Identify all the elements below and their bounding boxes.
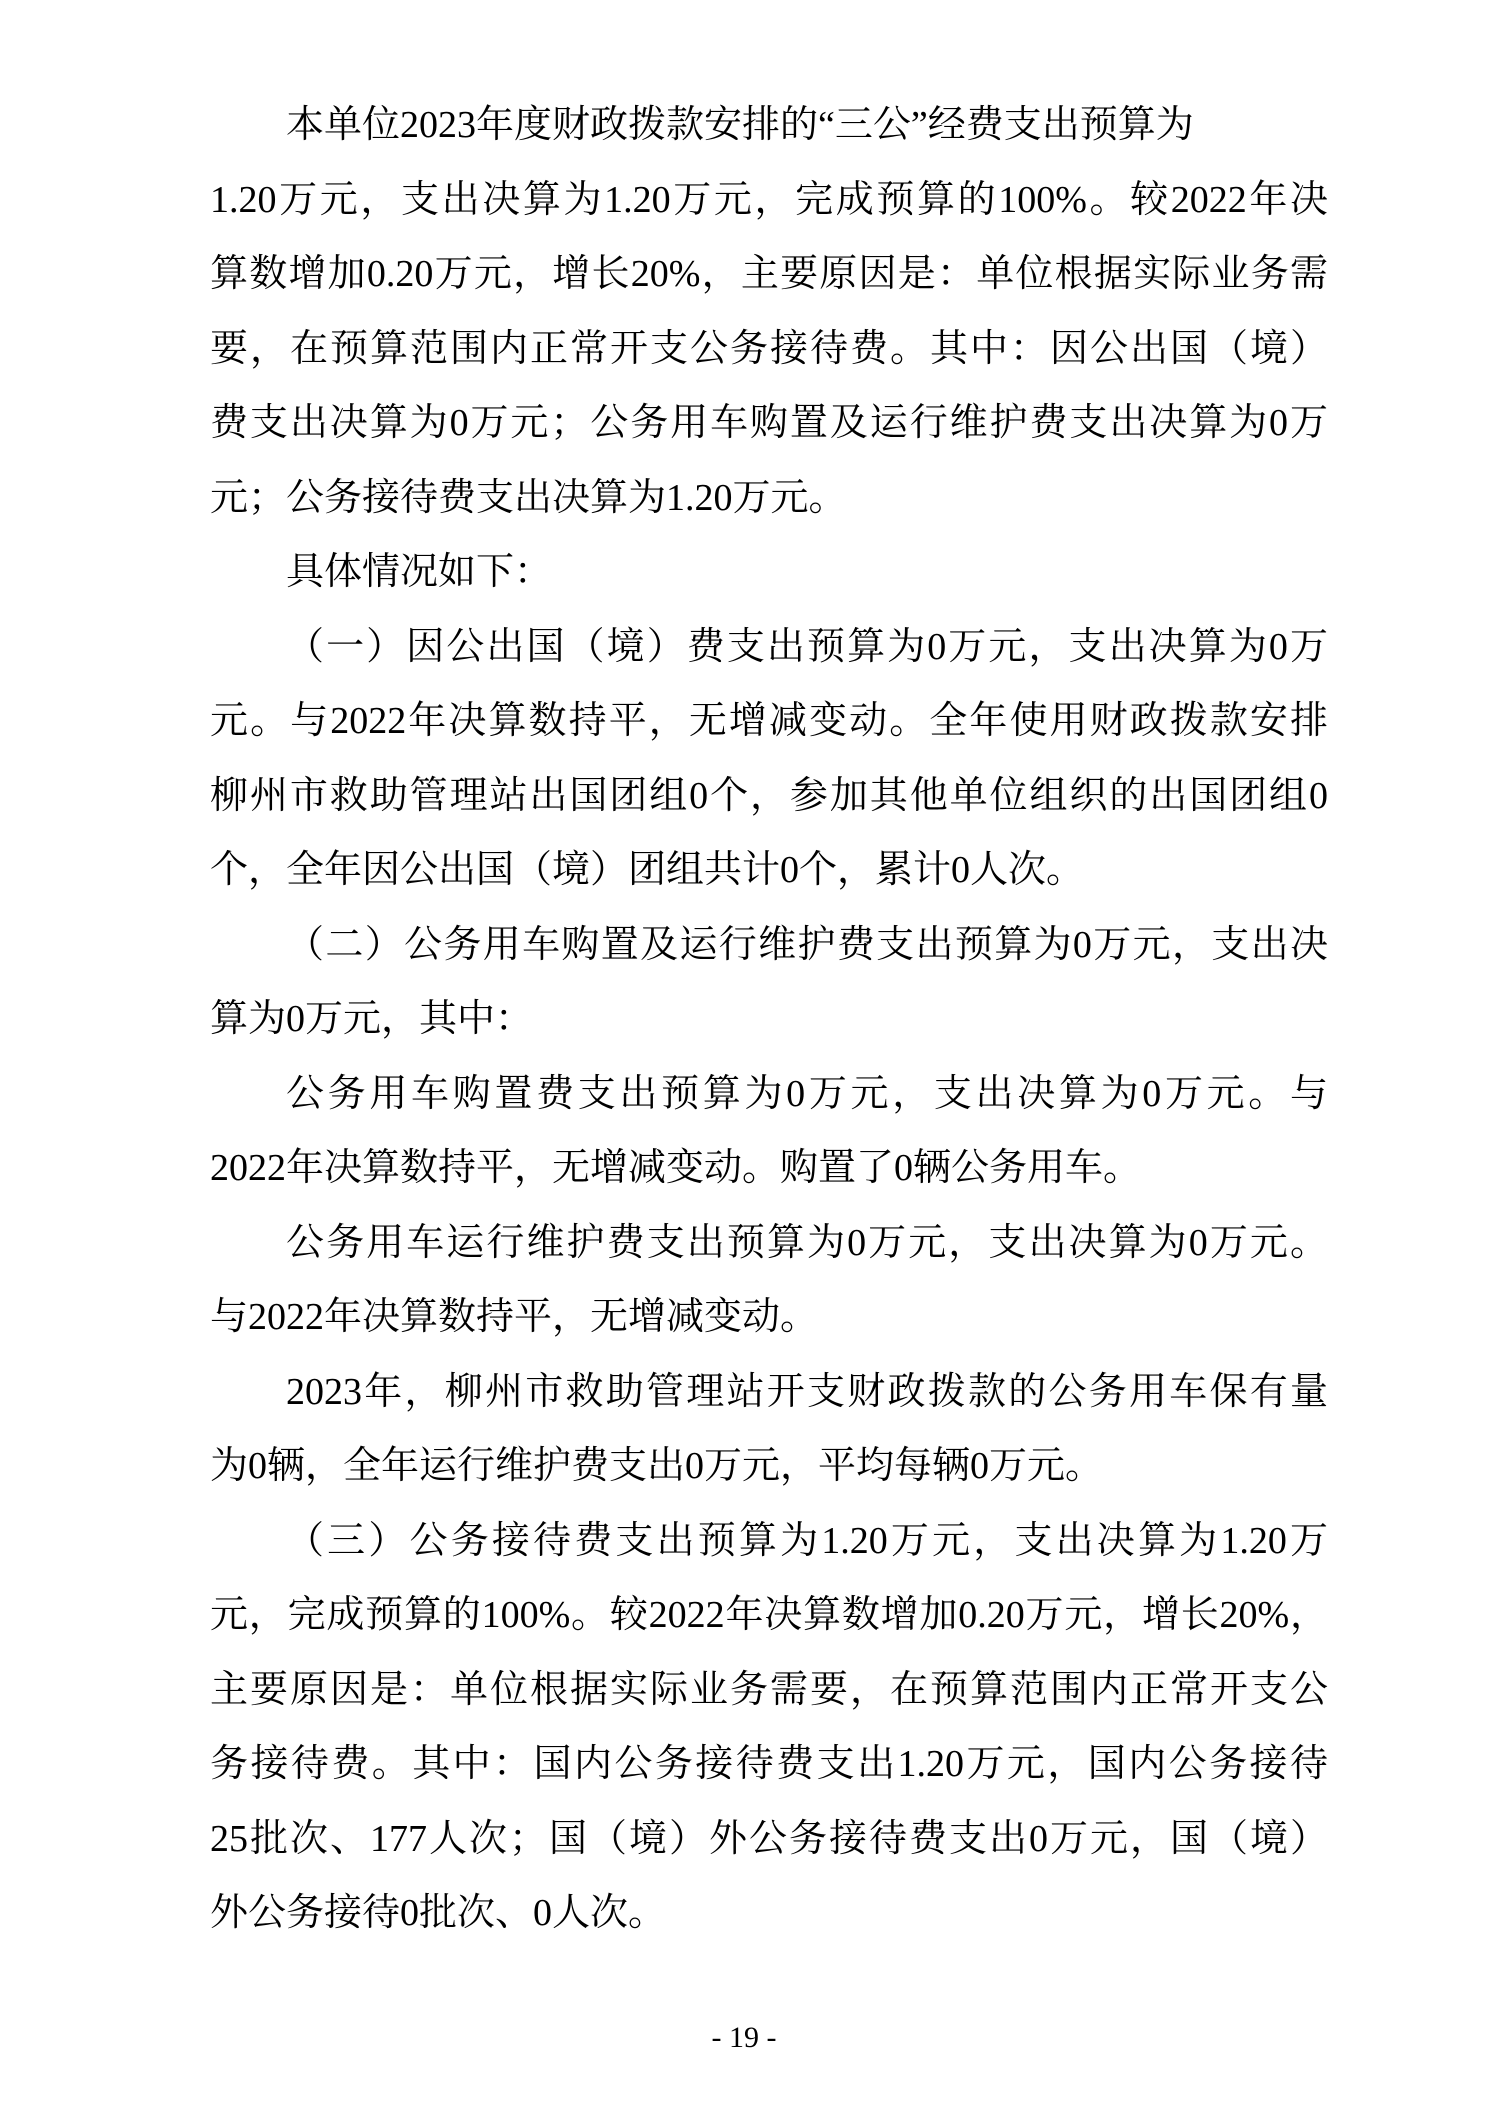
text-line: 费支出决算为0万元；公务用车购置及运行维护费支出决算为0万: [210, 402, 1328, 444]
text-line: 主要原因是：单位根据实际业务需要，在预算范围内正常开支公: [210, 1668, 1328, 1711]
text-line: 柳州市救助管理站出国团组0个，参加其他单位组织的出国团组0: [210, 774, 1328, 817]
text-line: （二）公务用车购置及运行维护费支出预算为0万元，支出决: [286, 923, 1328, 966]
text-line: 本单位2023年度财政拨款安排的“三公”经费支出预算为: [286, 104, 1194, 146]
text-line: 为0辆，全年运行维护费支出0万元，平均每辆0万元。: [210, 1445, 1104, 1487]
document-body: [210, 88, 1328, 1951]
text-line: 要，在预算范围内正常开支公务接待费。其中：因公出国（境）: [210, 327, 1328, 370]
text-line: 元，完成预算的100%。较2022年决算数增加0.20万元，增长20%，: [210, 1594, 1328, 1636]
text-line: 算为0万元，其中：: [210, 998, 534, 1040]
text-line: 公务用车购置费支出预算为0万元，支出决算为0万元。与: [286, 1072, 1328, 1115]
text-line: 与2022年决算数持平，无增减变动。: [210, 1296, 819, 1338]
text-line: 务接待费。其中：国内公务接待费支出1.20万元，国内公务接待: [210, 1743, 1328, 1785]
text-line: （三）公务接待费支出预算为1.20万元，支出决算为1.20万: [286, 1519, 1328, 1562]
text-line: 公务用车运行维护费支出预算为0万元，支出决算为0万元。: [286, 1221, 1328, 1264]
text-line: 25批次、177人次；国（境）外公务接待费支出0万元，国（境）: [210, 1817, 1328, 1860]
text-line: 个，全年因公出国（境）团组共计0个，累计0人次。: [210, 849, 1085, 891]
text-line: 元。与2022年决算数持平，无增减变动。全年使用财政拨款安排: [210, 700, 1328, 742]
page-number: - 19 -: [711, 2021, 777, 2054]
text-line: 具体情况如下：: [286, 551, 553, 593]
text-line: 元；公务接待费支出决算为1.20万元。: [210, 476, 847, 519]
text-line: 2022年决算数持平，无增减变动。购置了0辆公务用车。: [210, 1147, 1142, 1189]
text-line: （一）因公出国（境）费支出预算为0万元，支出决算为0万: [286, 625, 1328, 668]
text-line: 外公务接待0批次、0人次。: [210, 1892, 667, 1934]
text-line: 1.20万元，支出决算为1.20万元，完成预算的100%。较2022年决: [210, 178, 1328, 221]
text-line: 算数增加0.20万元，增长20%，主要原因是：单位根据实际业务需: [210, 253, 1328, 295]
text-line: 2023年，柳州市救助管理站开支财政拨款的公务用车保有量: [286, 1370, 1328, 1413]
